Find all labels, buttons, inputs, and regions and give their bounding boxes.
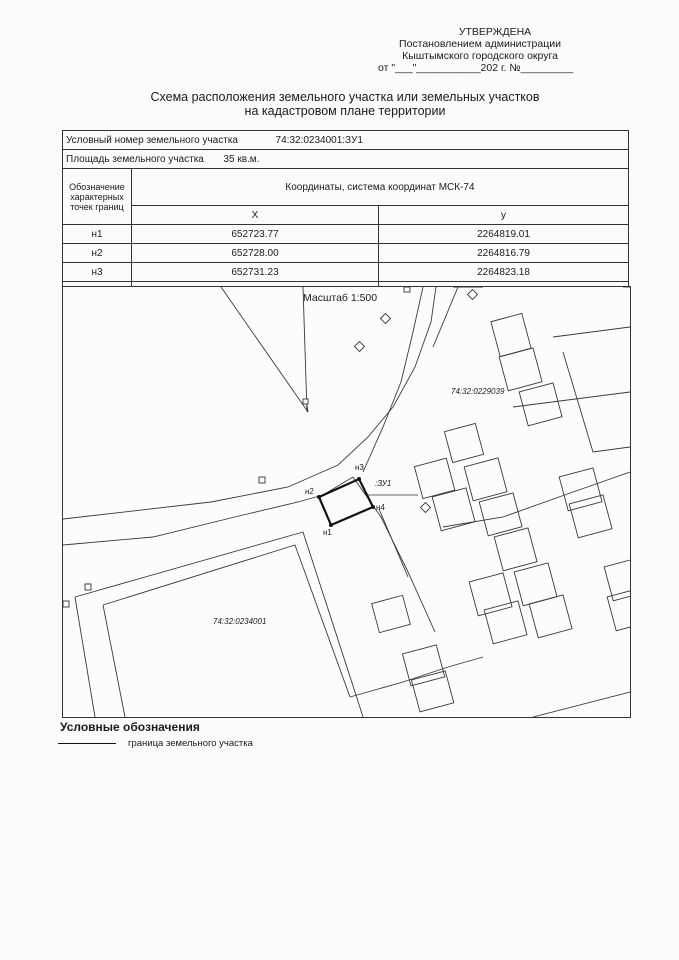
table-row [63,225,629,244]
legend-boundary-text: граница земельного участка [128,738,253,749]
title-line-2: на кадастровом плане территории [244,104,446,118]
coordinates-table [62,130,629,301]
x-cell: 652723.77 [132,225,379,244]
point-label-n4: н4 [376,503,385,512]
point-label-n2: н2 [305,487,314,496]
cadastral-map [62,286,631,718]
plot-number-value: 74:32:0234001:ЗУ1 [275,134,363,146]
y-cell: 2264823.18 [379,263,629,282]
y-cell: 2264819.01 [379,225,629,244]
zu1-parcel [317,477,418,527]
point-label-n3: н3 [355,463,364,472]
point-cell: н2 [63,244,132,263]
y-header: у [379,206,629,225]
plot-area-label: Площадь земельного участка [66,153,204,165]
table-subheader-row [63,206,629,225]
table-row [63,263,629,282]
plot-number-row [63,131,629,150]
plot-number-label: Условный номер земельного участка [66,134,238,146]
x-header: X [132,206,379,225]
plot-area-value: 35 кв.м. [223,153,260,165]
map-drawing [63,287,630,717]
map-scale: Масштаб 1:500 [303,292,378,304]
title-line-1: Схема расположения земельного участка или земельных участков [150,90,540,104]
point-cell: н3 [63,263,132,282]
table-header-row [63,169,629,206]
approval-date-line: от "___"___________202 г. №_________ [378,62,574,74]
point-designation-header: Обозначение характерных точек границ [63,169,132,225]
x-cell: 652728.00 [132,244,379,263]
table-row [63,244,629,263]
coords-system-header: Координаты, система координат МСК-74 [132,169,629,206]
document-title [60,90,630,118]
y-cell: 2264816.79 [379,244,629,263]
plot-area-row [63,150,629,169]
point-cell: н1 [63,225,132,244]
approval-status: УТВЕРЖДЕНА [458,26,532,38]
x-cell: 652731.23 [132,263,379,282]
point-label-n1: н1 [323,528,332,537]
survey-marks [63,287,477,607]
approval-line-3: Кыштымского городского округа [402,50,558,62]
parcel-number-right: 74:32:0229039 [451,387,505,396]
parcel-number-left: 74:32:0234001 [213,617,267,626]
approval-block [360,26,600,74]
zu1-label: :ЗУ1 [375,479,392,488]
approval-line-2: Постановлением администрации [399,38,561,50]
legend-title: Условные обозначения [60,720,200,734]
map-linework [63,287,630,717]
legend-boundary-line [58,743,116,744]
